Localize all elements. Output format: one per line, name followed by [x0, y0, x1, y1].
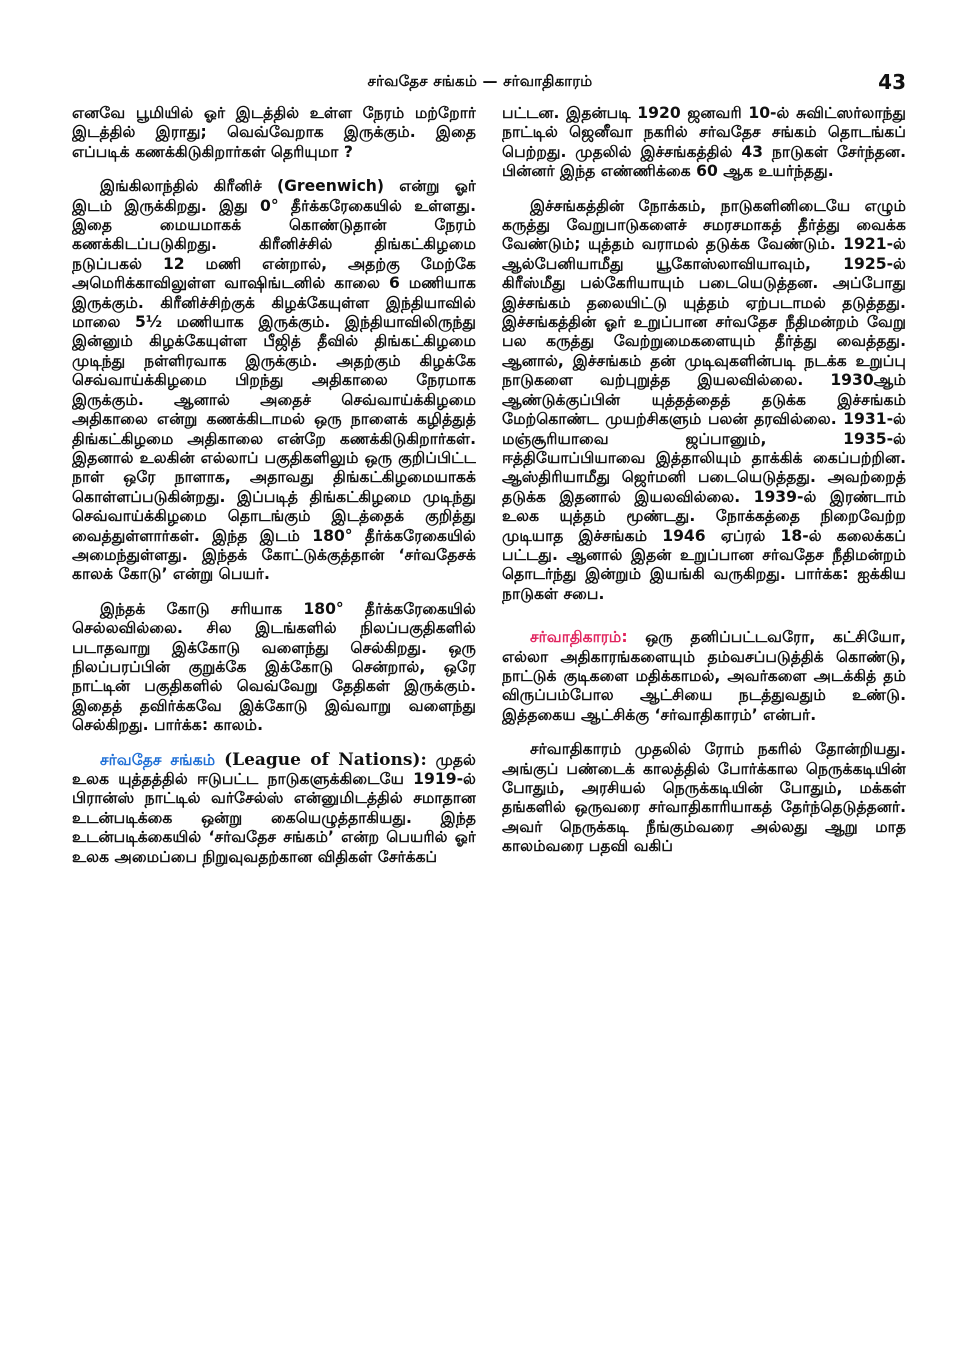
paragraph: எனவே பூமியில் ஓர் இடத்தில் உள்ள நேரம் மற்றோர் இடத்தில் இராது; வெவ்வேறாக இருக்கும். இதை எப்படிக் கணக்கிடுகிறார்கள் தெரியுமா ? [72, 104, 476, 161]
page-header [0, 72, 966, 98]
paragraph: இங்கிலாந்தில் கிரீனிச் (Greenwich) என்று ஓர் இடம் இருக்கிறது. இது 0° தீர்க்கரேகையில் உள்ளது. இதை மையமாகக் கொண்டுதான் நேரம் கணக்கிடப்படுகிறது. கிரீனிச்சில் திங்கட்கிழமை நடுப்பகல் 12 மணி என்றால், அதற்கு மேற்கே அமெரிக்காவிலுள்ள வாஷிங்டனில் காலை 6 மணியாக இருக்கும். கிரீனிச்சிற்குக் கிழக்கேயுள்ள இந்தியாவில் மாலை 5½ மணியாக இருக்கும். இந்தியாவிலிருந்து இன்னும் கிழக்கேயுள்ள பீஜித் தீவில் திங்கட்கிழமை முடிந்து நள்ளிரவாக இருக்கும். அதற்கும் கிழக்கே செவ்வாய்க்கிழமை பிறந்து அதிகாலை நேரமாக இருக்கும். ஆனால் அதைச் செவ்வாய்க்கிழமை அதிகாலை என்று கணக்கிடாமல் ஒரு நாளைக் கழித்துத் திங்கட்கிழமை அதிகாலை என்றே கணக்கிடுகிறார்கள். இதனால் உலகின் எல்லாப் பகுதிகளிலும் ஒரு குறிப்பிட்ட நாள் ஒரே நாளாக, அதாவது திங்கட்கிழமையாகக் கொள்ளப்படுகின்றது. இப்படித் திங்கட்கிழமை முடிந்து செவ்வாய்க்கிழமை தொடங்கும் இடத்தைக் குறித்து வைத்துள்ளார்கள். இந்த இடம் 180° தீர்க்கரேகையில் அமைந்துள்ளது. இந்தக் கோட்டுக்குத்தான் ‘சர்வதேசக் காலக் கோடு’ என்று பெயர். [72, 177, 476, 584]
paragraph: இந்தக் கோடு சரியாக 180° தீர்க்கரேகையில் செல்லவில்லை. சில இடங்களில் நிலப்பகுதிகளில் படாதவாறு இக்கோடு வளைந்து செல்கிறது. ஒரு நிலப்பரப்பின் குறுக்கே இக்கோடு சென்றால், ஒரே நாட்டின் பகுதிகளில் வெவ்வேறு தேதிகள் இருக்கும். இதைத் தவிர்க்கவே இக்கோடு இவ்வாறு வளைந்து செல்கிறது. பார்க்க: காலம். [72, 599, 476, 735]
paragraph: சர்வாதிகாரம் முதலில் ரோம் நகரில் தோன்றியது. அங்குப் பண்டைக் காலத்தில் போர்க்கால நெருக்கடியின் போதும், அரசியல் நெருக்கடியின் போதும், மக்கள் தங்களில் ஒருவரை சர்வாதிகாரியாகத் தேர்ந்தெடுத்தனர். அவர் நெருக்கடி நீங்கும்வரை அல்லது ஆறு மாத காலம்வரை பதவி வகிப் [502, 740, 906, 856]
right-column [502, 104, 906, 1344]
running-head: சர்வதேச சங்கம் — சர்வாதிகாரம் [367, 72, 593, 90]
entry-dictatorship [502, 628, 906, 725]
entry-headword: சர்வாதிகாரம்: [530, 628, 628, 647]
entry-league-of-nations [72, 751, 476, 867]
entry-body: ஒரு தனிப்பட்டவரோ, கட்சியோ, எல்லா அதிகாரங்களையும் தம்வசப்படுத்திக் கொண்டு, நாட்டுக் குடிகளை மதிக்காமல், அவர்களை அடக்கித் தம் விருப்பம்போல ஆட்சியை நடத்துவதும் உண்டு. இத்தகைய ஆட்சிக்கு ‘சர்வாதிகாரம்’ என்பர். [502, 628, 906, 724]
paragraph: பட்டன. இதன்படி 1920 ஜனவரி 10-ல் சுவிட்ஸர்லாந்து நாட்டில் ஜெனீவா நகரில் சர்வதேச சங்கம் தொடங்கப் பெற்றது. முதலில் இச்சங்கத்தில் 43 நாடுகள் சேர்ந்தன. பின்னர் இந்த எண்ணிக்கை 60 ஆக உயர்ந்தது. [502, 104, 906, 181]
paragraph: இச்சங்கத்தின் நோக்கம், நாடுகளினிடையே எழும் கருத்து வேறுபாடுகளைச் சமரசமாகத் தீர்த்து வைக்க வேண்டும்; யுத்தம் வராமல் தடுக்க வேண்டும். 1921-ல் ஆல்பேனியாமீது யூகோஸ்லாவியாவும், 1925-ல் கிரீஸ்மீது பல்கேரியாயும் படையெடுத்தன. அப்போது இச்சங்கம் தலையிட்டு யுத்தம் ஏற்படாமல் தடுத்தது. இச்சங்கத்தின் ஓர் உறுப்பான சர்வதேச நீதிமன்றம் வேறு பல கருத்து வேற்றுமைகளையும் தீர்த்து வைத்தது. ஆனால், இச்சங்கம் தன் முடிவுகளின்படி நடக்க உறுப்பு நாடுகளை வற்புறுத்த இயலவில்லை. 1930ஆம் ஆண்டுக்குப்பின் யுத்தத்தைத் தடுக்க இச்சங்கம் மேற்கொண்ட முயற்சிகளும் பலன் தரவில்லை. 1931-ல் மஞ்சூரியாவை ஜப்பானும், 1935-ல் ஈத்தியோப்பியாவை இத்தாலியும் தாக்கிக் கைப்பற்றின. ஆஸ்திரியாமீது ஜெர்மனி படையெடுத்தது. அவற்றைத் தடுக்க இதனால் இயலவில்லை. 1939-ல் இரண்டாம் உலக யுத்தம் மூண்டது. நோக்கத்தை நிறைவேற்ற முடியாத இச்சங்கம் 1946 ஏப்ரல் 18-ல் கலைக்கப் பட்டது. ஆனால் இதன் உறுப்பான சர்வதேச நீதிமன்றம் தொடர்ந்து இன்றும் இயங்கி வருகிறது. பார்க்க: ஐக்கிய நாடுகள் சபை. [502, 196, 906, 603]
left-column [72, 104, 476, 1344]
entry-english-term: (League of Nations): [224, 749, 427, 770]
page-number: 43 [878, 70, 906, 94]
entry-headword: சர்வதேச சங்கம் [100, 750, 216, 769]
entry-body: முதல் உலக யுத்தத்தில் ஈடுபட்ட நாடுகளுக்கிடையே 1919-ல் பிரான்ஸ் நாட்டில் வர்சேல்ஸ் என்னுமிடத்தில் சமாதான உடன்படிக்கை ஒன்று கையெழுத்தாகியது. இந்த உடன்படிக்கையில் ‘சர்வதேச சங்கம்’ என்ற பெயரில் ஓர் உலக அமைப்பை நிறுவுவதற்கான விதிகள் சேர்க்கப் [72, 750, 476, 866]
